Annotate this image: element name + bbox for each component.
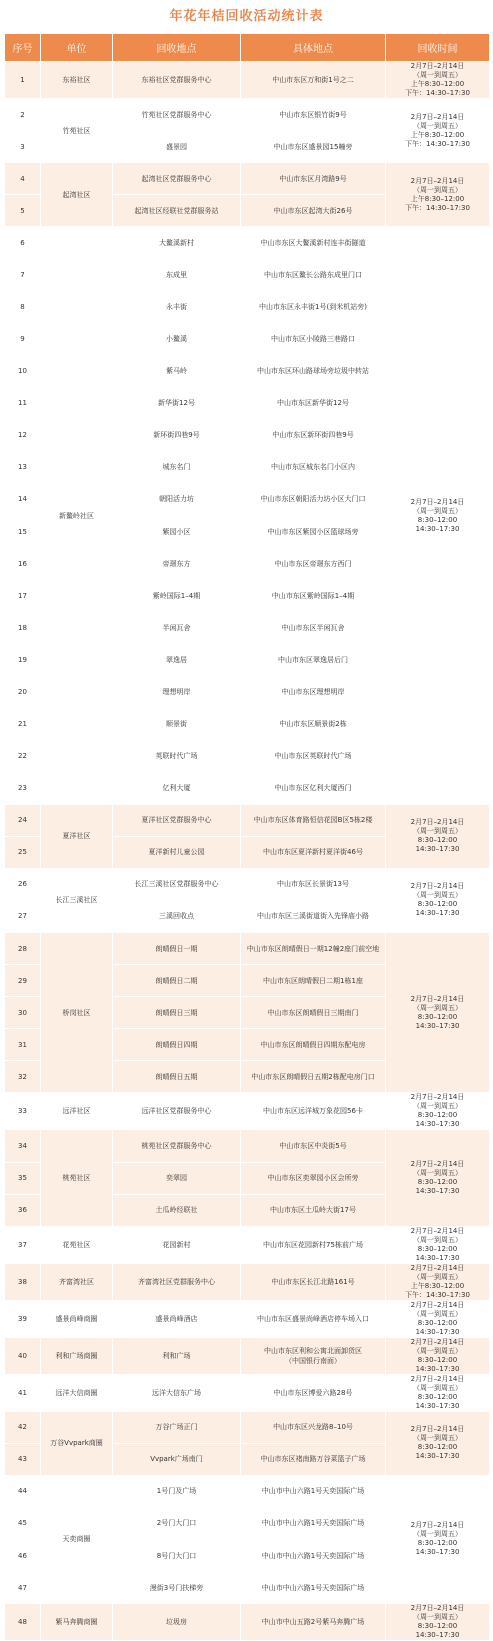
place-cell: 漫街3号门扶梯旁 — [113, 1572, 241, 1604]
row-number: 10 — [5, 355, 41, 387]
row-number: 16 — [5, 548, 41, 580]
unit-cell: 利和广场商圈 — [41, 1337, 113, 1374]
place-cell: 起湾社区党群服务中心 — [113, 163, 241, 195]
place-cell: 朗晴假日一期 — [113, 933, 241, 965]
unit-cell: 竹苑社区 — [41, 99, 113, 163]
table-row — [5, 804, 490, 836]
place-cell: 新环街四巷9号 — [113, 419, 241, 451]
address-cell: 中山市东区盛景尚峰酒店停车场入口 — [241, 1300, 386, 1337]
place-cell: 紫马岭 — [113, 355, 241, 387]
unit-cell: 桥岗社区 — [41, 933, 113, 1093]
address-cell: 中山市东区环山路球场旁垃圾中转站 — [241, 355, 386, 387]
place-cell: 顺景街 — [113, 708, 241, 740]
time-cell: 2月7日–2月14日 （周一到周五） 8:30–12:00 14:30–17:30 — [386, 868, 490, 932]
table-row — [5, 1130, 490, 1162]
header-row — [5, 34, 490, 62]
row-number: 30 — [5, 997, 41, 1029]
address-cell: 中山市东区盛景园15幢旁 — [241, 131, 386, 163]
row-number: 23 — [5, 772, 41, 804]
row-number: 29 — [5, 965, 41, 997]
address-cell: 中山市东区朗晴假日四期东配电房 — [241, 1029, 386, 1061]
place-cell: 半闲瓦舍 — [113, 612, 241, 644]
address-cell: 中山市东区亿利大厦西门 — [241, 772, 386, 804]
row-number: 34 — [5, 1130, 41, 1162]
table-row — [5, 62, 490, 99]
unit-cell: 天奕商圈 — [41, 1475, 113, 1603]
time-cell: 2月7日–2月14日 （周一到周五） 8:30–12:00 14:30–17:30 — [386, 1300, 490, 1337]
row-number: 39 — [5, 1300, 41, 1337]
row-number: 31 — [5, 1029, 41, 1061]
address-cell: 中山市东区紫园小区篮球场旁 — [241, 516, 386, 548]
address-cell: 中山市东区半闲瓦舍 — [241, 612, 386, 644]
address-cell: 中山市东区夏洋新村夏洋街46号 — [241, 836, 386, 868]
table-row — [5, 227, 490, 259]
address-cell: 中山市中山六路1号天奕国际广场 — [241, 1572, 386, 1604]
place-cell: 帝璟东方 — [113, 548, 241, 580]
row-number: 12 — [5, 419, 41, 451]
row-number: 28 — [5, 933, 41, 965]
place-cell: 大鳌溪新村 — [113, 227, 241, 259]
row-number: 3 — [5, 131, 41, 163]
row-number: 9 — [5, 323, 41, 355]
address-cell: 中山市东区翠逸居后门 — [241, 644, 386, 676]
table-row — [5, 163, 490, 195]
unit-cell: 桃苑社区 — [41, 1130, 113, 1226]
row-number: 7 — [5, 259, 41, 291]
table-row — [5, 1093, 490, 1130]
place-cell: 朗晴假日二期 — [113, 965, 241, 997]
row-number: 18 — [5, 612, 41, 644]
row-number: 44 — [5, 1475, 41, 1507]
header-unit: 单位 — [41, 34, 113, 62]
time-cell: 2月7日–2月14日 （周一到周五） 8:30–12:00 14:30–17:30 — [386, 1130, 490, 1226]
address-cell: 中山市东区长景街13号 — [241, 868, 386, 900]
row-number: 24 — [5, 804, 41, 836]
place-cell: 起湾社区经联社党群服务站 — [113, 195, 241, 227]
row-number: 21 — [5, 708, 41, 740]
unit-cell: 长江三溪社区 — [41, 868, 113, 932]
table-row — [5, 1263, 490, 1300]
recycling-table — [4, 33, 490, 1641]
address-cell: 中山市中山六路1号天奕国际广场 — [241, 1475, 386, 1507]
unit-cell: 起湾社区 — [41, 163, 113, 227]
unit-cell: 万谷Vvpark商圈 — [41, 1411, 113, 1475]
time-cell: 2月7日–2月14日 （周一到周五） 8:30–12:00 14:30–17:30 — [386, 1093, 490, 1130]
place-cell: 奕翠园 — [113, 1162, 241, 1194]
address-cell: 中山市东区月湾路9号 — [241, 163, 386, 195]
place-cell: 翠逸居 — [113, 644, 241, 676]
table-row — [5, 1226, 490, 1263]
address-cell: 中山市东区城东名门小区内 — [241, 451, 386, 483]
row-number: 22 — [5, 740, 41, 772]
row-number: 2 — [5, 99, 41, 131]
place-cell: 竹苑社区党群服务中心 — [113, 99, 241, 131]
time-cell: 2月7日–2月14日 （周一到周五） 8:30–12:00 14:30–17:30 — [386, 1475, 490, 1603]
row-number: 47 — [5, 1572, 41, 1604]
address-cell: 中山市东区土瓜岭大街17号 — [241, 1194, 386, 1226]
row-number: 20 — [5, 676, 41, 708]
place-cell: 三溪回收点 — [113, 900, 241, 932]
row-number: 43 — [5, 1443, 41, 1475]
row-number: 14 — [5, 483, 41, 515]
table-row — [5, 1604, 490, 1641]
address-cell: 中山市中山六路1号天奕国际广场 — [241, 1507, 386, 1539]
place-cell: 8号门大门口 — [113, 1539, 241, 1571]
place-cell: 1号门及广场 — [113, 1475, 241, 1507]
row-number: 11 — [5, 387, 41, 419]
unit-cell: 远洋大信商圈 — [41, 1374, 113, 1411]
table-row — [5, 933, 490, 965]
row-number: 37 — [5, 1226, 41, 1263]
table-row — [5, 1337, 490, 1374]
row-number: 41 — [5, 1374, 41, 1411]
row-number: 33 — [5, 1093, 41, 1130]
row-number: 1 — [5, 62, 41, 99]
unit-cell: 远洋社区 — [41, 1093, 113, 1130]
address-cell: 中山市东区博爱六路28号 — [241, 1374, 386, 1411]
row-number: 35 — [5, 1162, 41, 1194]
address-cell: 中山市东区朗晴假日三期南门 — [241, 997, 386, 1029]
place-cell: 盛景尚峰酒店 — [113, 1300, 241, 1337]
row-number: 48 — [5, 1604, 41, 1641]
address-cell: 中山市东区永丰街1号(到米机站旁) — [241, 291, 386, 323]
place-cell: 小鳌溪 — [113, 323, 241, 355]
place-cell: 理想明岸 — [113, 676, 241, 708]
header-no: 序号 — [5, 34, 41, 62]
time-cell: 2月7日–2月14日 （周一到周五） 8:30–12:00 14:30–17:30 — [386, 1411, 490, 1475]
address-cell: 中山市东区三溪街道街入先锋庙小路 — [241, 900, 386, 932]
address-cell: 中山市东区银竹街9号 — [241, 99, 386, 131]
address-cell: 中山市东区长江北路161号 — [241, 1263, 386, 1300]
place-cell: 紫园小区 — [113, 516, 241, 548]
time-cell: 2月7日–2月14日 （周一到周五） 上午8:30–12:00 下午：14:30–17:30 — [386, 1263, 490, 1300]
time-cell: 2月7日–2月14日 （周一到周五） 8:30–12:00 14:30–17:30 — [386, 227, 490, 804]
place-cell: 紫岭国际1–4期 — [113, 580, 241, 612]
place-cell: 朝阳活力坊 — [113, 483, 241, 515]
address-cell: 中山市中山五路2号紫马奔腾广场 — [241, 1604, 386, 1641]
address-cell: 中山市东区紫岭国际1–4期 — [241, 580, 386, 612]
row-number: 4 — [5, 163, 41, 195]
row-number: 26 — [5, 868, 41, 900]
address-cell: 中山市东区朗晴假日二期1栋1座 — [241, 965, 386, 997]
table-body — [5, 62, 490, 1641]
address-cell: 中山市东区理想明岸 — [241, 676, 386, 708]
address-cell: 中山市东区顺景街2栋 — [241, 708, 386, 740]
place-cell: 新华街12号 — [113, 387, 241, 419]
place-cell: 桃苑社区党群服务中心 — [113, 1130, 241, 1162]
place-cell: 齐富湾社区党群服务中心 — [113, 1263, 241, 1300]
row-number: 32 — [5, 1061, 41, 1093]
place-cell: 土瓜岭经联社 — [113, 1194, 241, 1226]
address-cell: 中山市东区中炎街5号 — [241, 1130, 386, 1162]
place-cell: 长江三溪社区党群服务中心 — [113, 868, 241, 900]
row-number: 36 — [5, 1194, 41, 1226]
address-cell: 中山市东区鳌长公路东成里门口 — [241, 259, 386, 291]
place-cell: 万谷广场正门 — [113, 1411, 241, 1443]
row-number: 40 — [5, 1337, 41, 1374]
time-cell: 2月7日–2月14日 （周一到周五） 上午8:30–12:00 下午：14:30–17:30 — [386, 99, 490, 163]
place-cell: 朗晴假日四期 — [113, 1029, 241, 1061]
table-row — [5, 99, 490, 131]
header-address: 具体地点 — [241, 34, 386, 62]
row-number: 27 — [5, 900, 41, 932]
table-row — [5, 1475, 490, 1507]
row-number: 46 — [5, 1539, 41, 1571]
address-cell: 中山市东区兴龙路8–10号 — [241, 1411, 386, 1443]
place-cell: 朗晴假日五期 — [113, 1061, 241, 1093]
address-cell: 中山市东区帝璟东方西门 — [241, 548, 386, 580]
address-cell: 中山市东区新华街12号 — [241, 387, 386, 419]
unit-cell: 花苑社区 — [41, 1226, 113, 1263]
row-number: 17 — [5, 580, 41, 612]
place-cell: 东裕社区党群服务中心 — [113, 62, 241, 99]
row-number: 8 — [5, 291, 41, 323]
time-cell: 2月7日–2月14日 （周一到周五） 8:30–12:00 14:30–17:30 — [386, 1337, 490, 1374]
address-cell: 中山市东区万和街1号之二 — [241, 62, 386, 99]
row-number: 38 — [5, 1263, 41, 1300]
address-cell: 中山市东区褚南路万谷菜篮子广场 — [241, 1443, 386, 1475]
address-cell: 中山市东区朗晴假日一期12幢2座门前空地 — [241, 933, 386, 965]
row-number: 42 — [5, 1411, 41, 1443]
place-cell: 垃圾房 — [113, 1604, 241, 1641]
table-row — [5, 868, 490, 900]
address-cell: 中山市东区花园新村75栋前广场 — [241, 1226, 386, 1263]
place-cell: 英联时代广场 — [113, 740, 241, 772]
time-cell: 2月7日–2月14日 （周一到周五） 上午8:30–12:00 下午：14:30–17:30 — [386, 163, 490, 227]
header-time: 回收时间 — [386, 34, 490, 62]
row-number: 6 — [5, 227, 41, 259]
page-title: 年花年桔回收活动统计表 — [169, 9, 324, 24]
table-row — [5, 1374, 490, 1411]
row-number: 45 — [5, 1507, 41, 1539]
place-cell: 夏洋社区党群服务中心 — [113, 804, 241, 836]
time-cell: 2月7日–2月14日 （周一到周五） 8:30–12:00 14:30–17:30 — [386, 1374, 490, 1411]
row-number: 5 — [5, 195, 41, 227]
address-cell: 中山市东区利和公寓北面卸货区 （中国银行南面） — [241, 1337, 386, 1374]
address-cell: 中山市东区新环街四巷9号 — [241, 419, 386, 451]
address-cell: 中山市东区远洋城万象花园56卡 — [241, 1093, 386, 1130]
address-cell: 中山市东区体育路恒信花园B区5栋2楼 — [241, 804, 386, 836]
unit-cell: 盛景尚峰商圈 — [41, 1300, 113, 1337]
header-place: 回收地点 — [113, 34, 241, 62]
place-cell: 亿利大厦 — [113, 772, 241, 804]
table-row — [5, 1411, 490, 1443]
unit-cell: 齐富湾社区 — [41, 1263, 113, 1300]
row-number: 25 — [5, 836, 41, 868]
place-cell: 花园新村 — [113, 1226, 241, 1263]
place-cell: 朗晴假日三期 — [113, 997, 241, 1029]
address-cell: 中山市东区朗晴假日五期2栋配电房门口 — [241, 1061, 386, 1093]
place-cell: 2号门大门口 — [113, 1507, 241, 1539]
time-cell: 2月7日–2月14日 （周一到周五） 8:30–12:00 14:30–17:30 — [386, 804, 490, 868]
place-cell: 远洋大信东广场 — [113, 1374, 241, 1411]
place-cell: 东成里 — [113, 259, 241, 291]
place-cell: 盛景园 — [113, 131, 241, 163]
place-cell: 夏洋新村儿童公园 — [113, 836, 241, 868]
time-cell: 2月7日–2月14日 （周一到周五） 8:30–12:00 14:30–17:30 — [386, 933, 490, 1093]
address-cell: 中山市中山六路1号天奕国际广场 — [241, 1539, 386, 1571]
unit-cell: 新鳌岭社区 — [41, 227, 113, 804]
unit-cell: 东裕社区 — [41, 62, 113, 99]
place-cell: 利和广场 — [113, 1337, 241, 1374]
address-cell: 中山市东区小陵路三巷路口 — [241, 323, 386, 355]
place-cell: 城东名门 — [113, 451, 241, 483]
table-row — [5, 1300, 490, 1337]
address-cell: 中山市东区英联时代广场 — [241, 740, 386, 772]
place-cell: Vvpark广场南门 — [113, 1443, 241, 1475]
row-number: 15 — [5, 516, 41, 548]
address-cell: 中山市东区起湾大街26号 — [241, 195, 386, 227]
address-cell: 中山市东区奕翠园小区会所旁 — [241, 1162, 386, 1194]
address-cell: 中山市东区朝阳活力坊小区大门口 — [241, 483, 386, 515]
place-cell: 永丰街 — [113, 291, 241, 323]
time-cell: 2月7日–2月14日 （周一到周五） 8:30–12:00 14:30–17:30 — [386, 1226, 490, 1263]
place-cell: 远洋社区党群服务中心 — [113, 1093, 241, 1130]
address-cell: 中山市东区大鳌溪新村连丰街隧道 — [241, 227, 386, 259]
unit-cell: 紫马奔腾商圈 — [41, 1604, 113, 1641]
unit-cell: 夏洋社区 — [41, 804, 113, 868]
row-number: 19 — [5, 644, 41, 676]
time-cell: 2月7日–2月14日 （周一到周五） 上午8:30–12:00 下午：14:30–17:30 — [386, 62, 490, 99]
time-cell: 2月7日–2月14日 （周一到周五） 8:30–12:00 14:30–17:30 — [386, 1604, 490, 1641]
row-number: 13 — [5, 451, 41, 483]
